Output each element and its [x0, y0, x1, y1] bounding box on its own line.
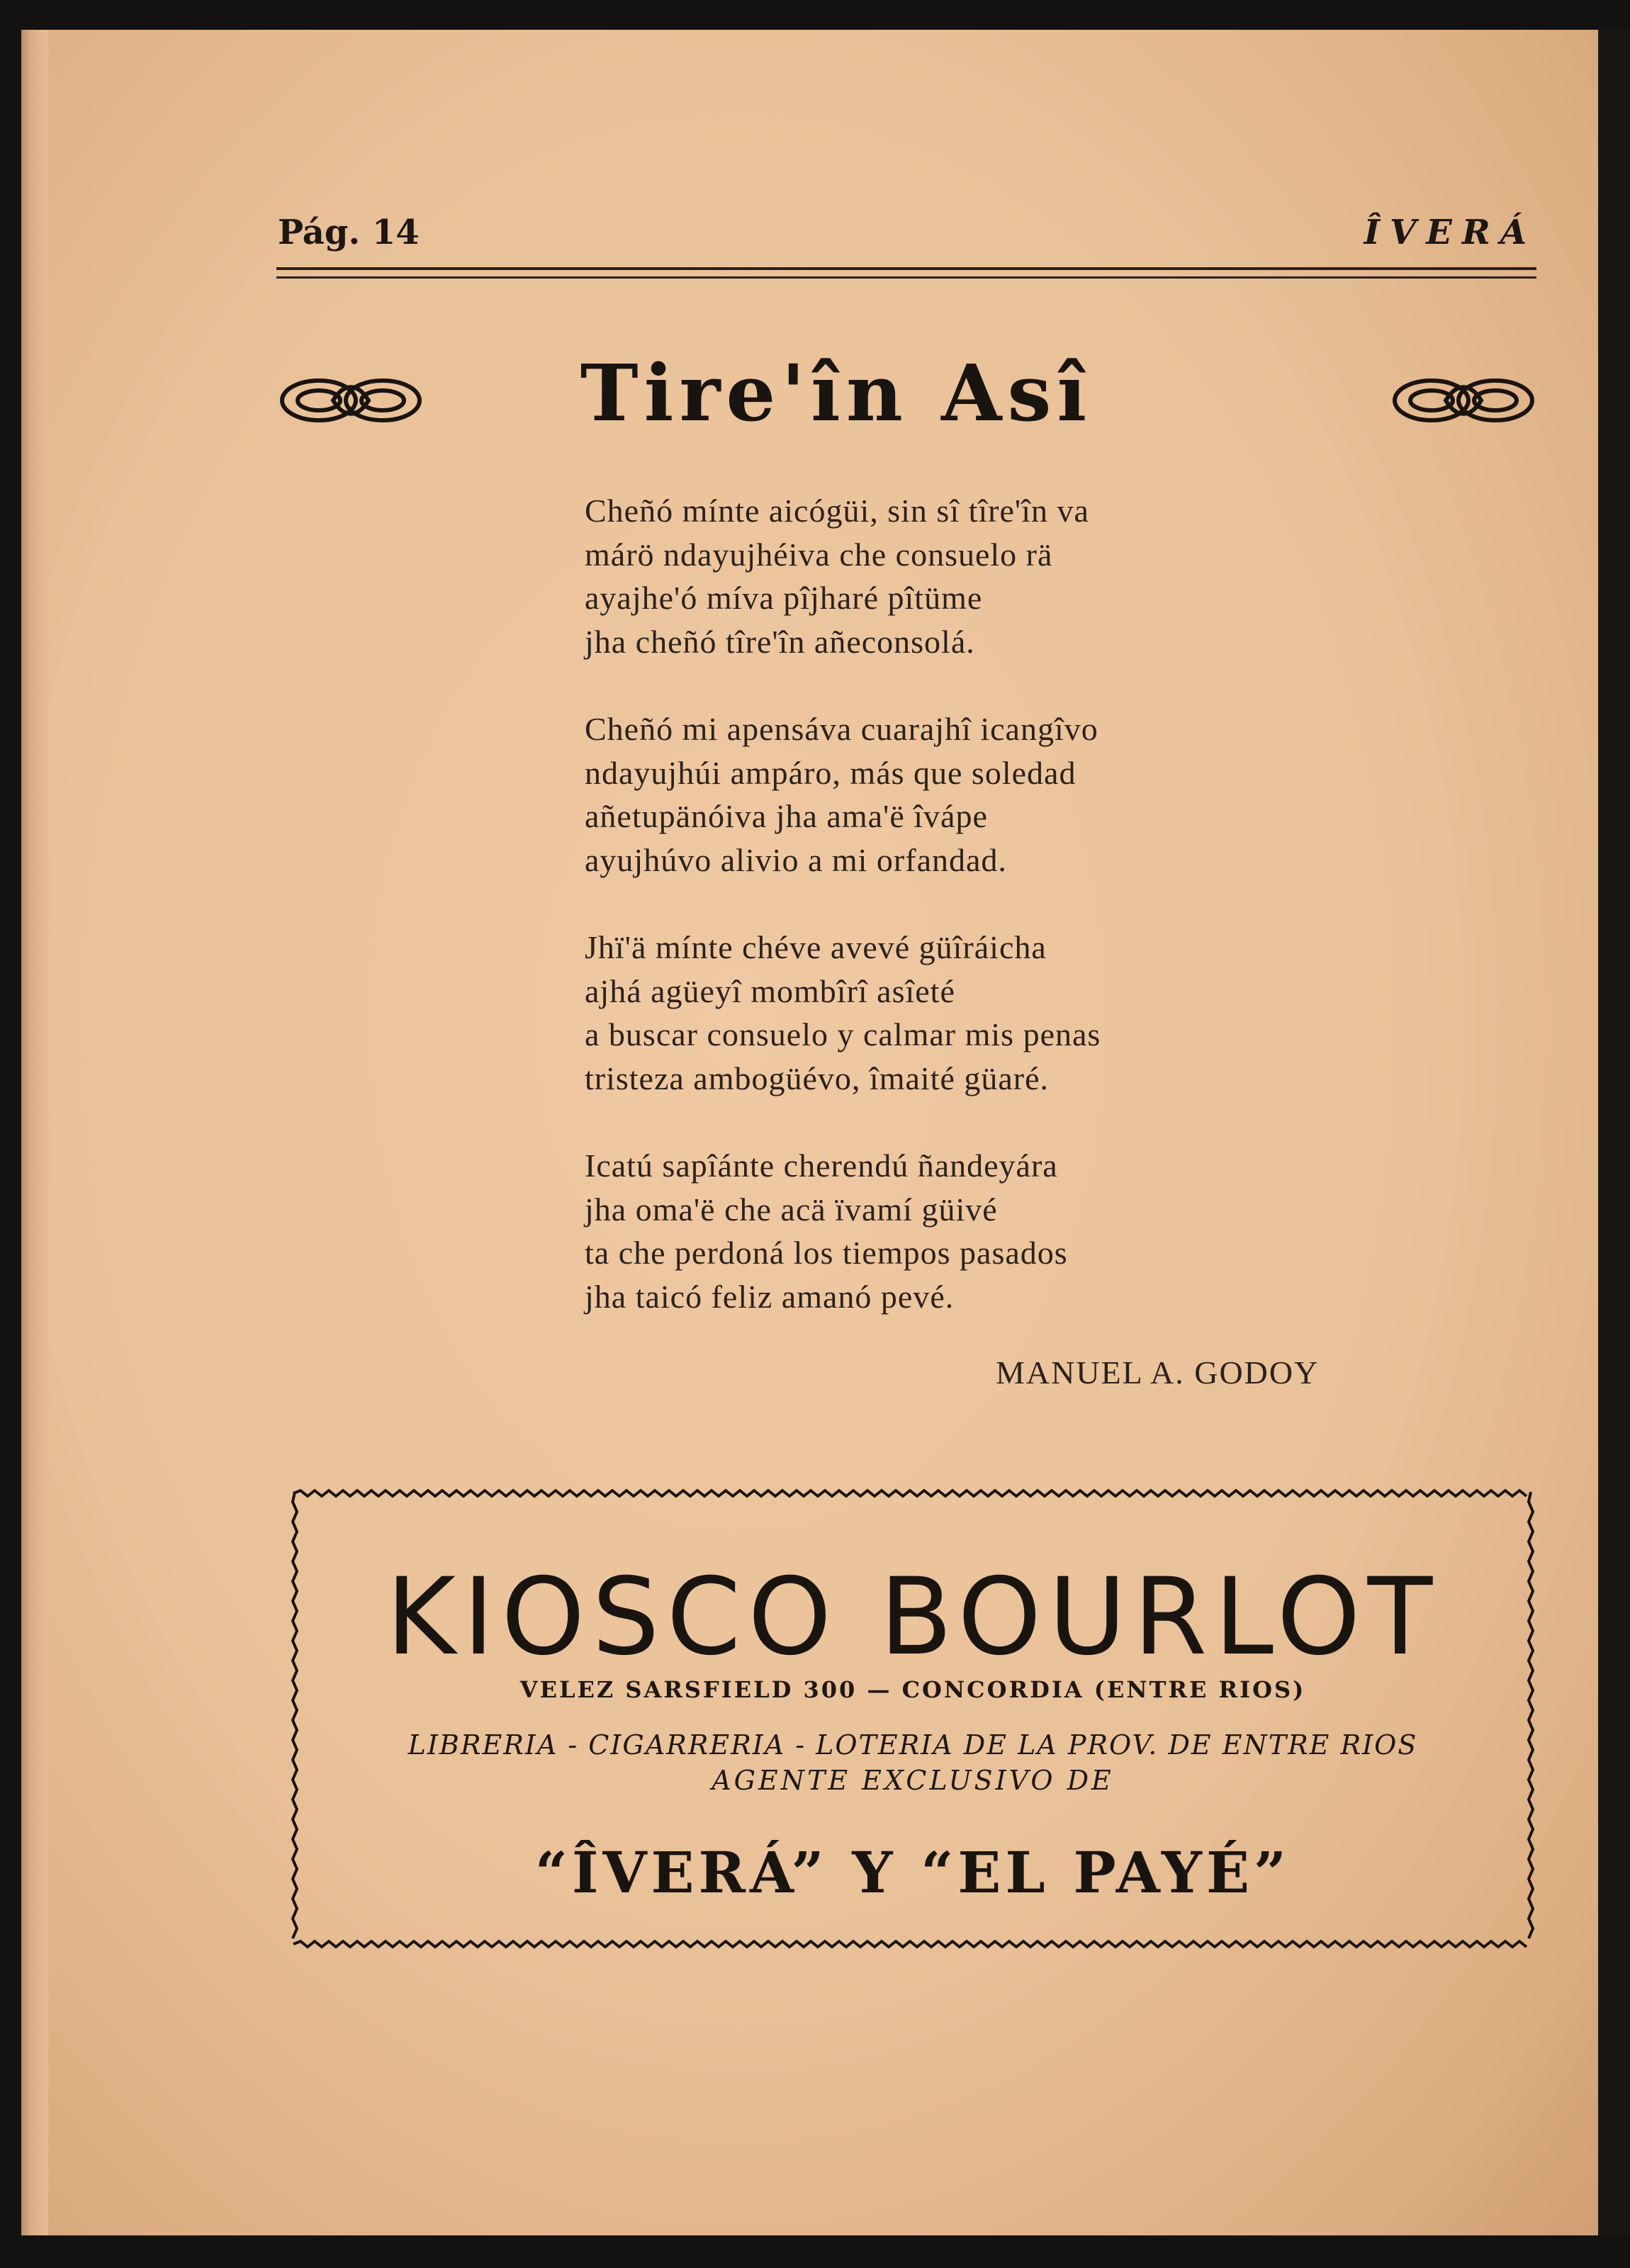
advert-services: LIBRERIA - CIGARRERIA - LOTERIA DE LA PROV. DE ENTRE RIOS — [408, 1729, 1418, 1761]
stanza — [585, 489, 1435, 663]
poem-line: ndayujhúi ampáro, más que soledad — [585, 754, 1077, 791]
page-spine-shadow — [21, 30, 48, 2235]
header-rule-bottom — [276, 276, 1536, 279]
header-rule-top — [276, 267, 1536, 270]
advert-agent-line: AGENTE EXCLUSIVO DE — [712, 1765, 1114, 1796]
advert-publications: “ÎVERÁ” Y “EL PAYÉ” — [535, 1839, 1291, 1906]
poem-line: ayajhe'ó míva pîjharé pîtüme — [585, 580, 983, 616]
poem-line: Icatú sapîánte cherendú ñandeyára — [585, 1147, 1058, 1184]
poem-line: márö ndayujhéiva che consuelo rä — [585, 536, 1053, 573]
poem-line: tristeza ambogüévo, îmaité güaré. — [585, 1060, 1050, 1096]
advert-address: VELEZ SARSFIELD 300 — CONCORDIA (ENTRE RIOS) — [519, 1676, 1306, 1703]
poem-line: a buscar consuelo y calmar mis penas — [585, 1016, 1101, 1052]
poem-line: Cheñó mi apensáva cuarajhî icangîvo — [585, 711, 1098, 747]
poem-line: ta che perdoná los tiempos pasados — [585, 1235, 1068, 1271]
poem-line: jha cheñó tîre'în añeconsolá. — [585, 623, 975, 660]
page-number: Pág. 14 — [278, 213, 420, 252]
poem-line: Jhï'ä mínte chéve avevé güîráicha — [585, 929, 1047, 965]
poem-line: ayujhúvo alivio a mi orfandad. — [585, 841, 1007, 878]
poem-line: jha oma'ë che acä ïvamí güivé — [585, 1191, 998, 1228]
poem-title: Tire'în Asî — [580, 347, 1093, 439]
poem-author: MANUEL A. GODOY — [996, 1354, 1320, 1391]
page-right-border — [1598, 30, 1630, 2235]
scroll-ornament-right-icon — [1389, 369, 1538, 432]
stanza — [585, 707, 1435, 882]
advertisement-box — [289, 1485, 1536, 1953]
stanza — [585, 926, 1435, 1100]
stanza — [585, 1144, 1435, 1318]
running-head: ÎVERÁ — [1364, 213, 1536, 252]
poem-body — [585, 489, 1435, 1362]
page-header — [278, 213, 1536, 255]
poem-line: añetupänóiva jha ama'ë îvápe — [585, 798, 988, 834]
poem-line: Cheñó mínte aicógüi, sin sî tîre'în va — [585, 493, 1089, 529]
scroll-ornament-left-icon — [276, 369, 425, 432]
advert-brand: KIOSCO BOURLOT — [386, 1556, 1440, 1679]
poem-line: jha taicó feliz amanó pevé. — [585, 1278, 955, 1315]
poem-line: ajhá agüeyî mombîrî asîeté — [585, 972, 955, 1009]
